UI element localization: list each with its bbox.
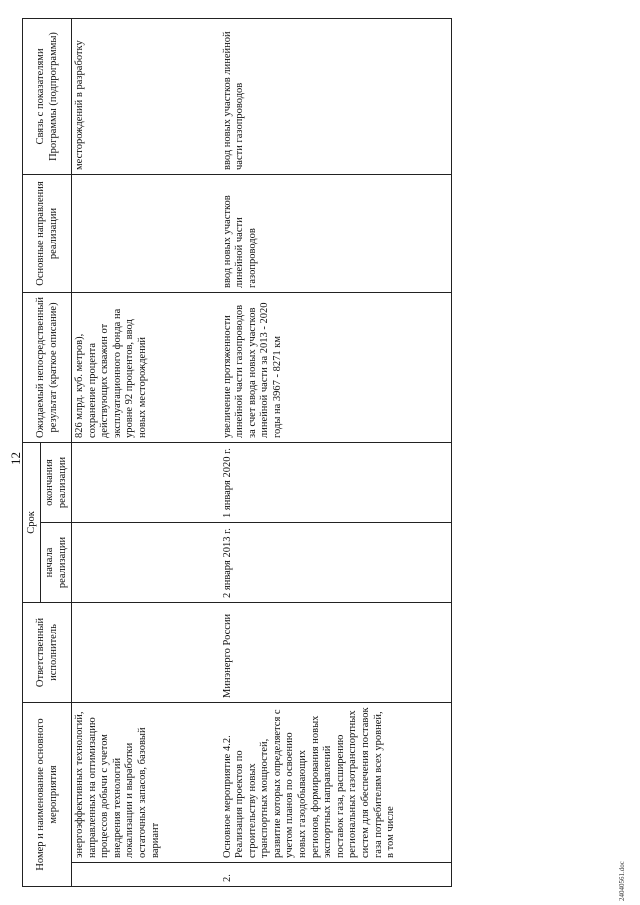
row-number [72,863,220,887]
table-row [72,18,220,886]
measures-table [22,18,452,887]
executor: Минэнерго России [220,603,452,703]
executor [72,603,220,703]
start-date: 2 января 2013 г. [220,523,452,603]
header-end: окончания реализации [41,442,72,522]
header-start: начала реализации [41,523,72,603]
row-number: 2. [220,863,452,887]
indicator-link: месторождений в разработку [72,18,220,174]
header-directions: Основные направления реализации [23,174,72,292]
expected-result: 826 млрд. куб. метров), сохранение процента действующих скважин от эксплуатационного фонда на уровне 92 процентов, ввод новых месторождений [72,292,220,442]
document-id: 24040561.doc [618,861,626,901]
header-name: Номер и наименование основного мероприятия [23,703,72,887]
page-number: 12 [8,452,23,465]
start-date [72,523,220,603]
indicator-link: ввод новых участков линейной части газопроводов [220,18,452,174]
end-date [72,442,220,522]
header-term: Срок [23,442,41,602]
end-date: 1 января 2020 г. [220,442,452,522]
header-row-1 [23,18,41,886]
measure-name: Основное мероприятие 4.2. Реализация проектов по строительству новых транспортных мощностей, развитие которых определяется с учетом планов по освоению новых газодобывающих регионов, формирования новых экспортных направлений поставок газа, расширению региональных газотранспортных систем для обеспечения поставок газа потребителям всех уровней, в том числе [220,703,452,863]
table-row [220,18,452,886]
header-link: Связь с показателями Программы (подпрограммы) [23,18,72,174]
expected-result: увеличение протяженности линейной части газопроводов за счет ввода новых участков линейной части за 2013 - 2020 годы на 3967 - 8271 км [220,292,452,442]
header-result: Ожидаемый непосредственный результат (краткое описание) [23,292,72,442]
directions: ввод новых участков линейной части газопроводов [220,174,452,292]
directions [72,174,220,292]
header-executor: Ответственный исполнитель [23,603,72,703]
measure-name: энергоэффективных технологий, направленных на оптимизацию процессов добычи с учетом внедрения технологий локализации и выработки остаточных запасов, базовый вариант [72,703,220,863]
